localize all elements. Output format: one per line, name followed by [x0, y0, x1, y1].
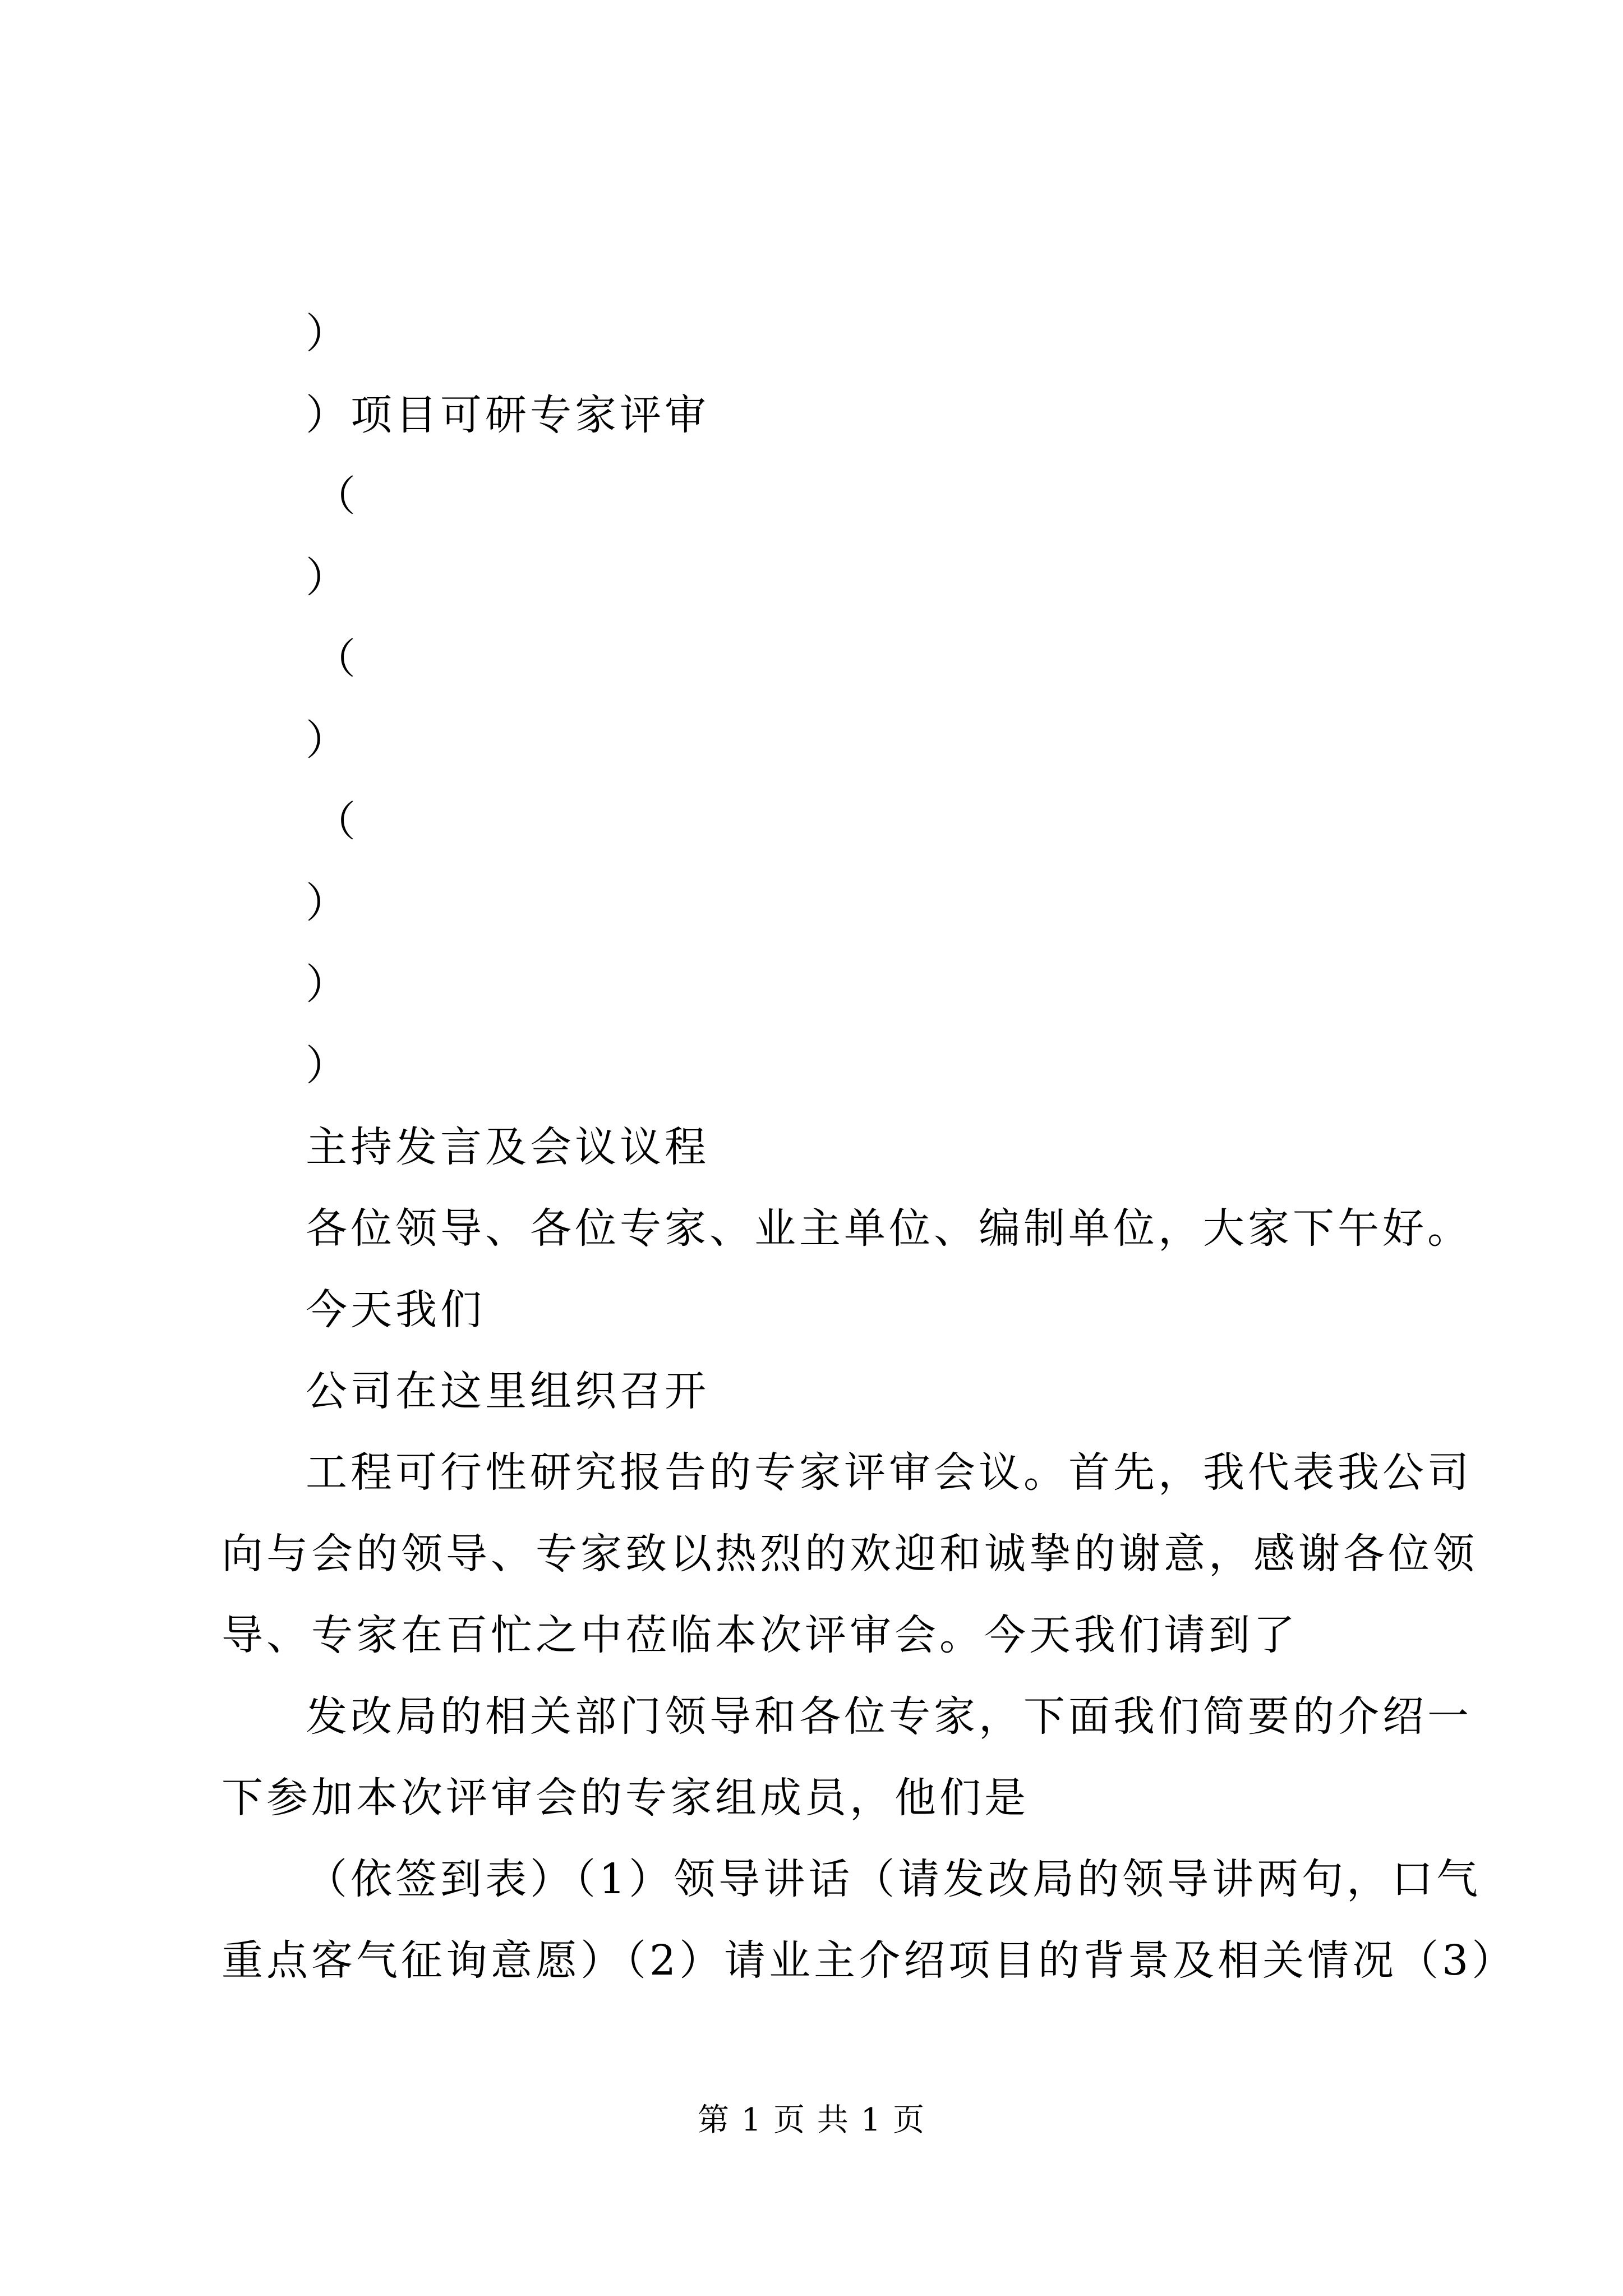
- paragraph-line: 向与会的领导、专家致以热烈的欢迎和诚挚的谢意，感谢各位领: [222, 1530, 1478, 1578]
- paragraph-line: 公司在这里组织召开: [306, 1367, 709, 1415]
- paragraph-line: 各位领导、各位专家、业主单位、编制单位，大家下午好。: [306, 1204, 1472, 1253]
- text-line: ）: [306, 310, 351, 358]
- text-line: ）: [306, 554, 351, 602]
- paragraph-line: 下参加本次评审会的专家组成员，他们是: [222, 1774, 1029, 1822]
- text-line: ）: [306, 1042, 351, 1090]
- section-heading: 主持发言及会议议程: [306, 1123, 709, 1171]
- paragraph-line: 重点客气征询意愿）（2）请业主介绍项目的背景及相关情况（3）: [222, 1936, 1517, 1985]
- paragraph-line: 工程可行性研究报告的专家评审会议。首先，我代表我公司: [306, 1448, 1472, 1497]
- text-line: ）: [306, 879, 351, 927]
- text-line: ）项目可研专家评审: [306, 391, 709, 439]
- paragraph-line: 导、专家在百忙之中莅临本次评审会。今天我们请到了: [222, 1611, 1298, 1659]
- text-line: （: [314, 635, 359, 683]
- text-line: （: [314, 798, 359, 846]
- text-line: ）: [306, 960, 351, 1009]
- page-footer: 第 1 页 共 1 页: [697, 2102, 926, 2138]
- text-line: （: [314, 472, 359, 521]
- paragraph-line: 今天我们: [306, 1286, 485, 1334]
- text-line: ）: [306, 716, 351, 765]
- paragraph-line: （依签到表）（1）领导讲话（请发改局的领导讲两句，口气: [306, 1855, 1482, 1903]
- paragraph-line: 发改局的相关部门领导和各位专家，下面我们简要的介绍一: [306, 1692, 1472, 1741]
